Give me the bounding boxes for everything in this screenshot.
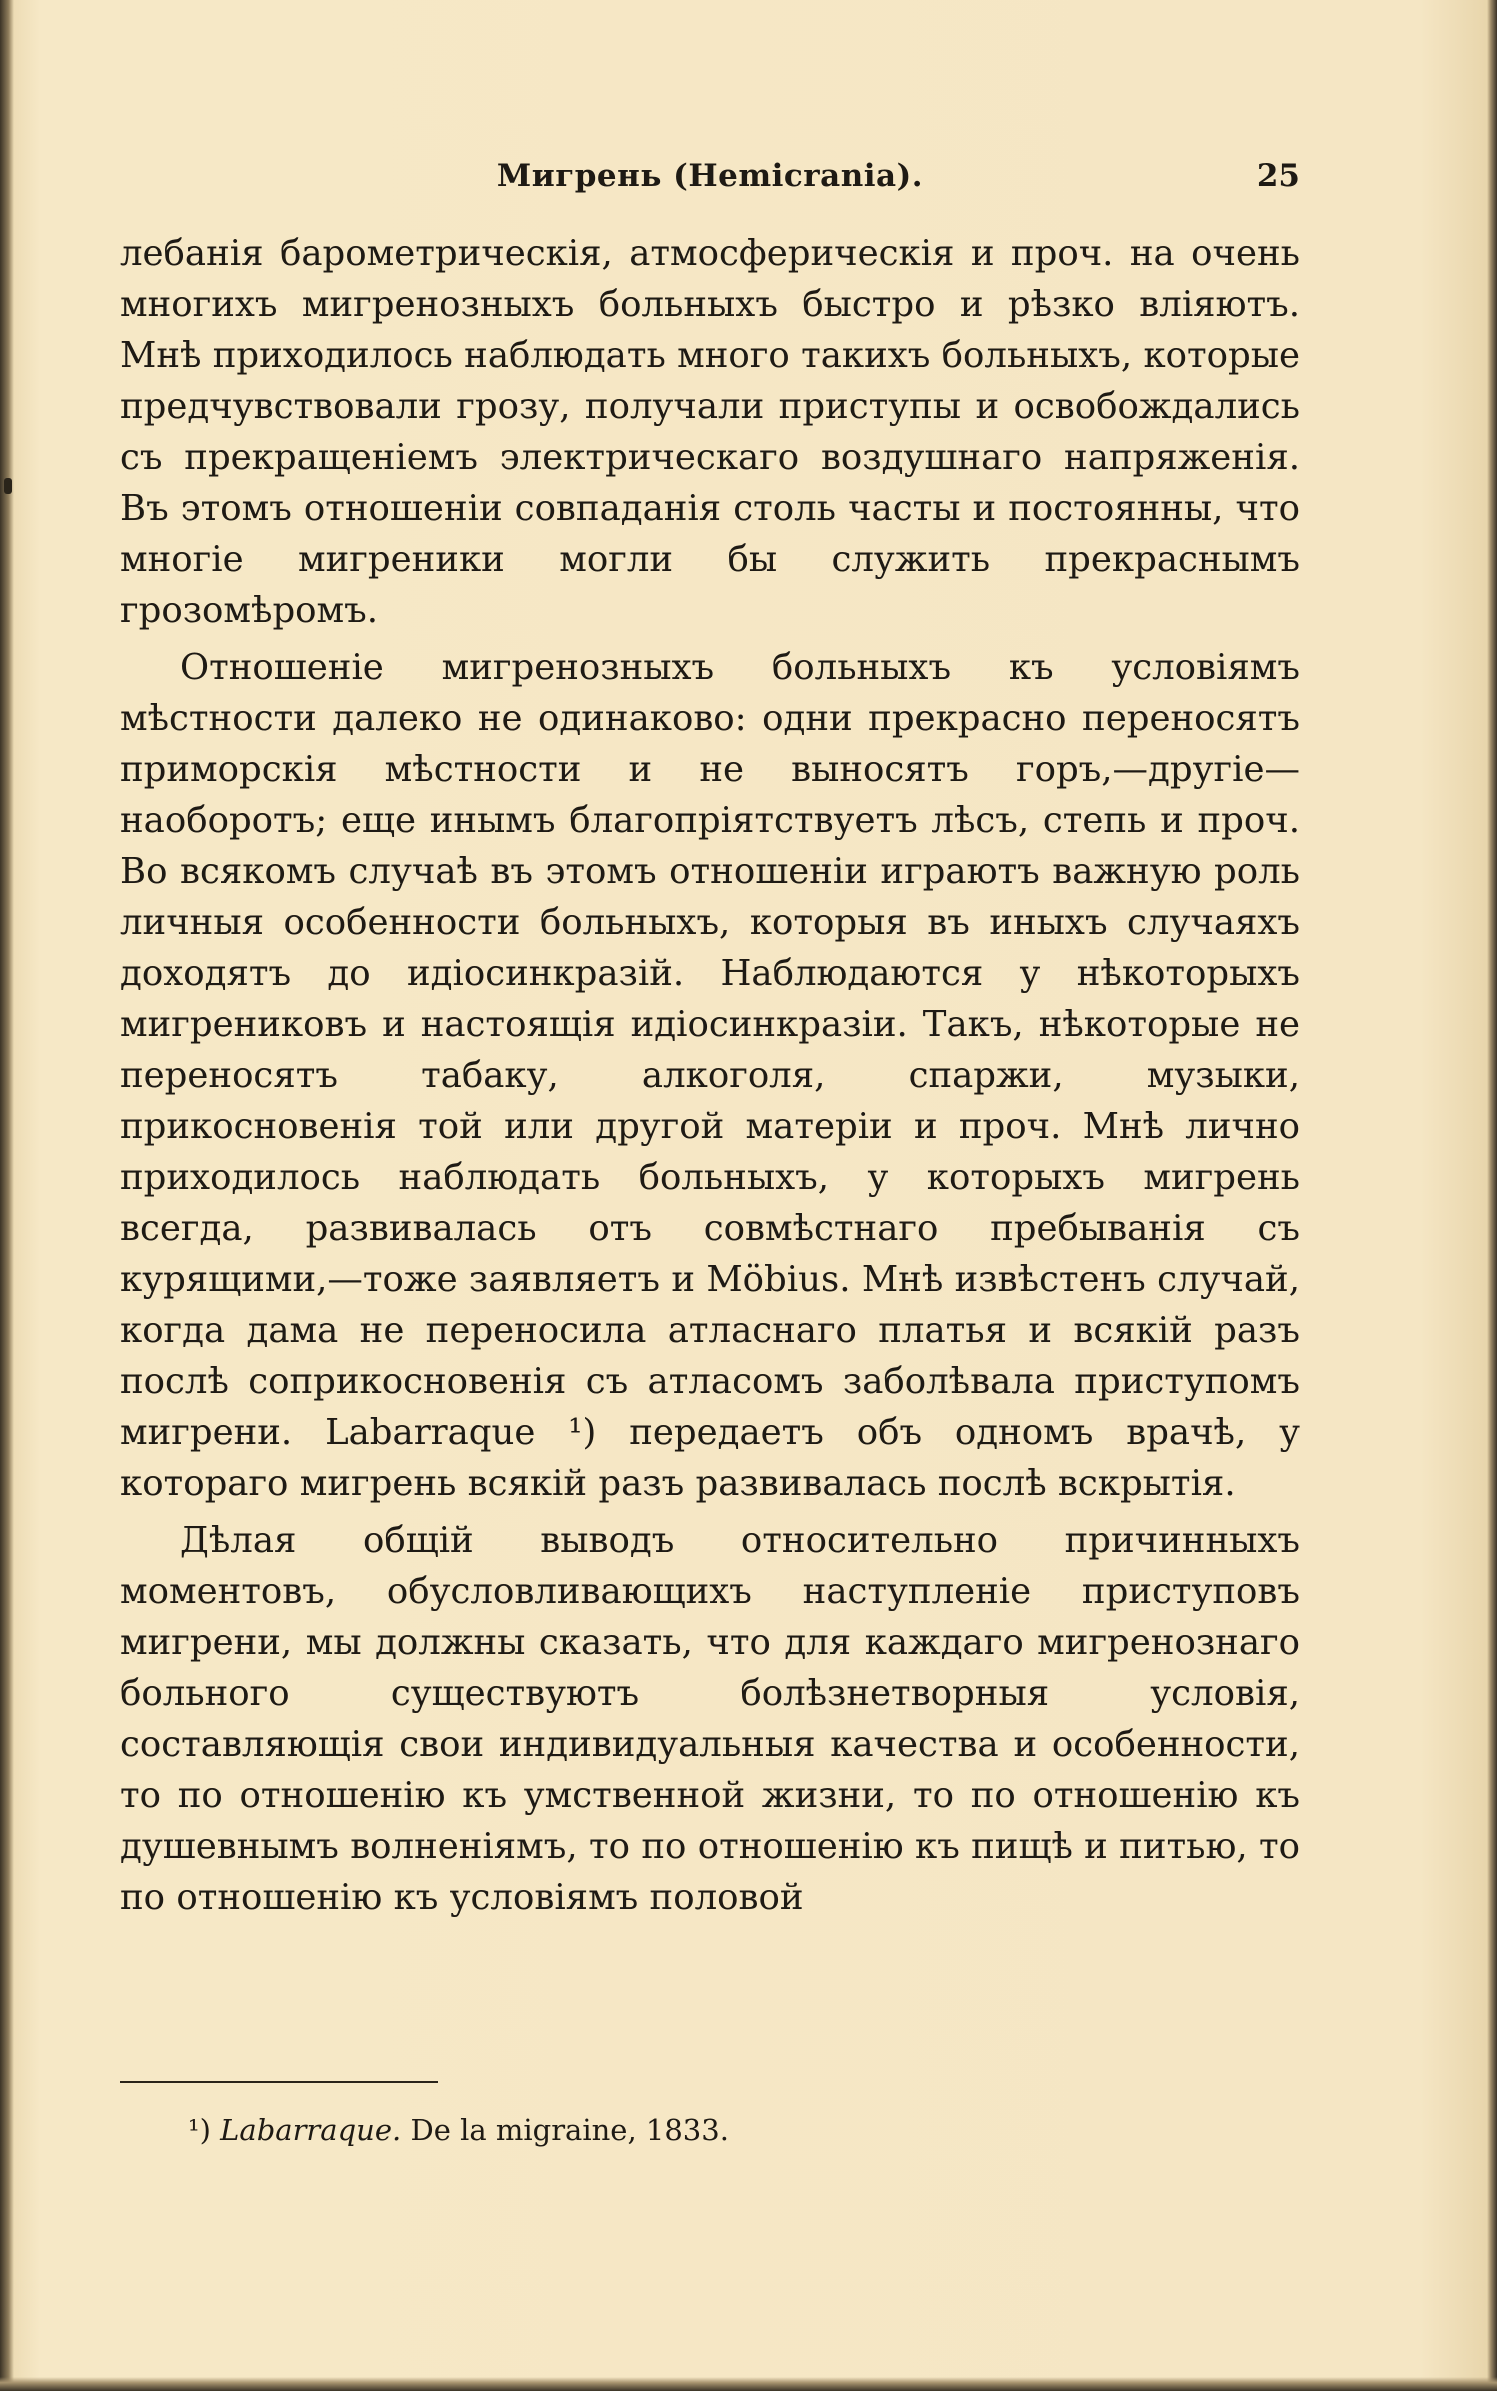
page-bottom-edge <box>0 2377 1497 2391</box>
page-left-edge <box>0 0 14 2391</box>
running-head: Мигрень (Hemicrania). <box>496 158 924 194</box>
body-text <box>120 228 1300 1923</box>
page-number: 25 <box>1256 158 1300 194</box>
footnote-rule <box>120 2081 438 2083</box>
page-header <box>120 158 1300 198</box>
footnote <box>188 2110 729 2150</box>
margin-ink-mark <box>4 478 12 494</box>
paragraph-locality: Отношеніе мигренозныхъ больныхъ къ условіямъ мѣстности далеко не одинаково: одни прекрасно переносятъ приморскія мѣстности и не выносятъ горъ,—другіе—наоборотъ; еще инымъ благопріятствуетъ лѣсъ, степь и проч. Во всякомъ случаѣ въ этомъ отношеніи играютъ важную роль личныя особенности больныхъ, которыя въ иныхъ случаяхъ доходятъ до идіосинкразій. Наблюдаются у нѣкоторыхъ мигрениковъ и настоящія идіосинкразіи. Такъ, нѣкоторые не переносятъ табаку, алкоголя, спаржи, музыки, прикосновенія той или другой матеріи и проч. Мнѣ лично приходилось наблюдать больныхъ, у которыхъ мигрень всегда, развивалась отъ совмѣстнаго пребыванія съ курящими,—тоже заявляетъ и Möbius. Мнѣ извѣстенъ случай, когда дама не переносила атласнаго платья и всякій разъ послѣ соприкосновенія съ атласомъ заболѣвала приступомъ мигрени. Labarraque ¹) передаетъ объ одномъ врачѣ, у котораго мигрень всякій разъ развивалась послѣ вскрытія. <box>120 647 1300 1504</box>
paragraph-conclusion: Дѣлая общій выводъ относительно причинныхъ моментовъ, обусловливающихъ наступленіе приступовъ мигрени, мы должны сказать, что для каждаго мигренознаго больного существуютъ болѣзнетворныя условія, составляющія свои индивидуальныя качества и особенности, то по отношенію къ умственной жизни, то по отношенію къ душевнымъ волненіямъ, то по отношенію къ пищѣ и питью, то по отношенію къ условіямъ половой <box>120 1520 1300 1918</box>
footnote-citation: De la migraine, 1833. <box>410 2113 729 2147</box>
footnote-marker: ¹) <box>188 2113 211 2147</box>
paragraph-continued: лебанія барометрическія, атмосферическія и проч. на очень многихъ мигренозныхъ больныхъ быстро и рѣзко вліяютъ. Мнѣ приходилось наблюдать много такихъ больныхъ, которые предчувствовали грозу, получали приступы и освобождались съ прекращеніемъ электрическаго воздушнаго напряженія. Въ этомъ отношеніи совпаданія столь часты и постоянны, что многіе мигреники могли бы служить прекраснымъ грозомѣромъ. <box>120 233 1300 631</box>
page-right-edge <box>1487 0 1497 2391</box>
footnote-author: Labarraque. <box>220 2113 402 2147</box>
